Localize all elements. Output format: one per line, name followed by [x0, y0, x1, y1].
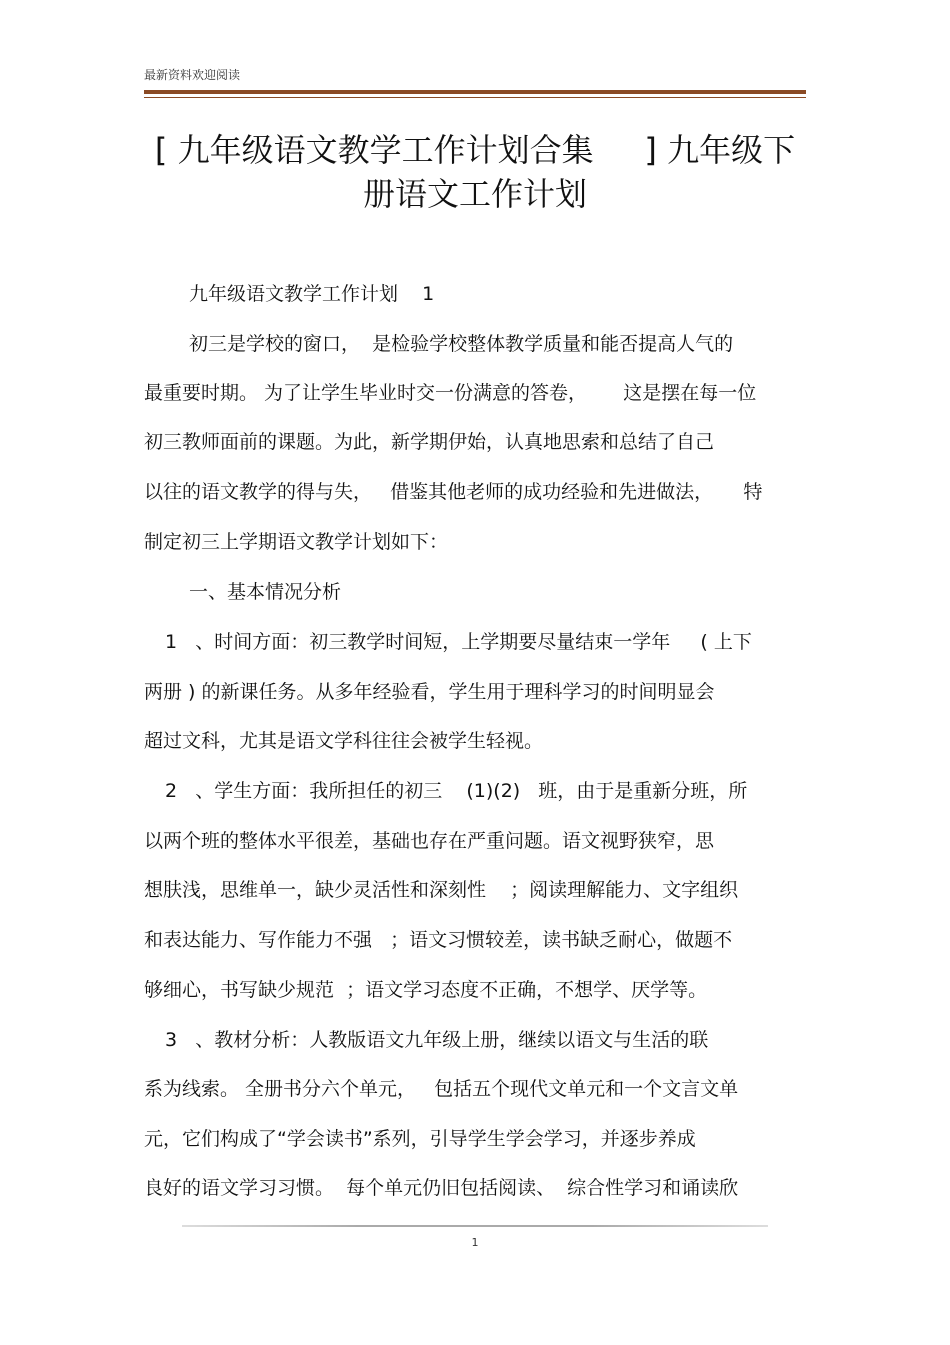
body-line: 以往的语文教学的得与失， 借鉴其他老师的成功经验和先进做法， 特 [144, 481, 763, 503]
body-line: 以两个班的整体水平很差，基础也存在严重问题。语文视野狭窄，思 [144, 830, 715, 852]
body-line: 初三教师面前的课题。为此，新学期伊始，认真地思索和总结了自己 [144, 431, 715, 453]
body-line: 想肤浅，思维单一，缺少灵活性和深刻性 ；阅读理解能力、文字组织 [144, 879, 739, 901]
body-line: 系为线索。 全册书分六个单元， 包括五个现代文单元和一个文言文单 [144, 1078, 739, 1100]
title-line-1: [ 九年级语文教学工作计划合集 ] 九年级下 [154, 131, 796, 169]
body-line: 和表达能力、写作能力不强 ；语文习惯较差，读书缺乏耐心，做题不 [144, 929, 733, 951]
subsection-heading: 一、基本情况分析 [189, 581, 342, 603]
body-line: 1 、时间方面：初三教学时间短，上学期要尽量结束一学年 ( 上下 [165, 631, 752, 653]
body-line: 够细心，书写缺少规范 ；语文学习态度不正确，不想学、厌学等。 [144, 979, 708, 1001]
section-heading: 九年级语文教学工作计划 1 [189, 283, 435, 305]
body-line: 超过文科，尤其是语文学科往往会被学生轻视。 [144, 730, 544, 752]
title-line-2: 册语文工作计划 [362, 175, 587, 213]
document-title [140, 128, 810, 216]
body-line: 最重要时期。 为了让学生毕业时交一份满意的答卷， 这是摆在每一位 [144, 382, 757, 404]
header-rule-thick [144, 90, 806, 94]
body-line: 两册 ) 的新课任务。从多年经验看，学生用于理科学习的时间明显会 [144, 681, 715, 703]
footer-rule [182, 1225, 768, 1227]
body-line: 初三是学校的窗口， 是检验学校整体教学质量和能否提高人气的 [189, 333, 734, 355]
body-line: 3 、教材分析：人教版语文九年级上册，继续以语文与生活的联 [165, 1029, 709, 1051]
body-line: 2 、学生方面：我所担任的初三 (1)(2) 班，由于是重新分班，所 [165, 780, 748, 802]
body-line: 良好的语文学习习惯。 每个单元仍旧包括阅读、 综合性学习和诵读欣 [144, 1177, 739, 1199]
header-rule-thin [144, 97, 806, 98]
body-line: 元，它们构成了“学会读书”系列，引导学生学会学习，并逐步养成 [144, 1128, 696, 1150]
body-line: 制定初三上学期语文教学计划如下： [144, 531, 449, 553]
page-header: 最新资料欢迎阅读 [144, 68, 241, 82]
page-number: 1 [471, 1236, 479, 1249]
